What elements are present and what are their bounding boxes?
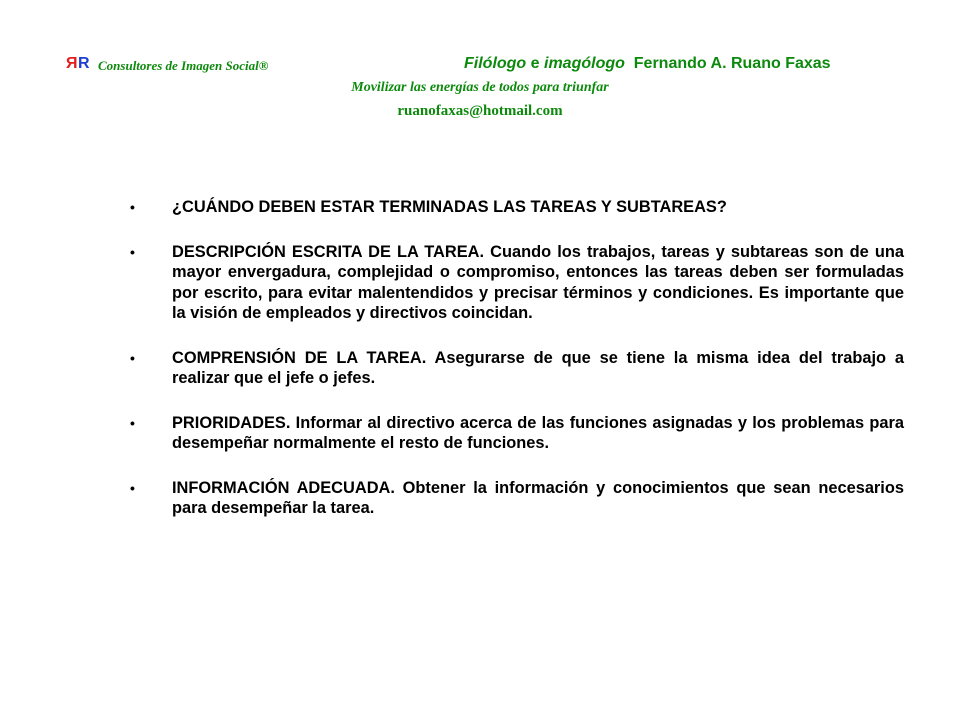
- logo-letter-r: R: [78, 55, 91, 72]
- list-item: [130, 478, 904, 519]
- author-conjunction: e: [526, 55, 544, 72]
- motto: [0, 80, 960, 96]
- author-name: Fernando A. Ruano Faxas: [624, 55, 831, 72]
- bullet-icon: •: [130, 243, 135, 260]
- brand-name: Consultores de Imagen Social®: [98, 58, 269, 73]
- list-item: [130, 197, 904, 218]
- bullet-icon: •: [130, 414, 135, 431]
- email-text: ruanofaxas@hotmail.com: [397, 103, 563, 119]
- author-line: [464, 55, 831, 73]
- motto-text: Movilizar las energías de todos para triunfar: [351, 80, 609, 95]
- logo-letter-r-mirrored: Я: [66, 55, 78, 72]
- list-item-text: DESCRIPCIÓN ESCRITA DE LA TAREA. Cuando los trabajos, tareas y subtareas son de una mayor envergadura, complejidad o compromiso, entonces las tareas deben ser formuladas por escrito, para evitar malentendidos y precisar términos y condiciones. Es importante que la visión de empleados y directivos coincidan.: [172, 242, 904, 322]
- list-item-text: PRIORIDADES. Informar al directivo acerca de las funciones asignadas y los problemas para desempeñar normalmente el resto de funciones.: [172, 413, 904, 452]
- list-item-text: COMPRENSIÓN DE LA TAREA. Asegurarse de que se tiene la misma idea del trabajo a realizar que el jefe o jefes.: [172, 348, 904, 387]
- list-item: [130, 348, 904, 389]
- author-prefix: Filólogo: [464, 55, 527, 72]
- list-item: [130, 413, 904, 454]
- list-item-text: ¿CUÁNDO DEBEN ESTAR TERMINADAS LAS TAREAS Y SUBTAREAS?: [172, 198, 727, 216]
- bullet-icon: •: [130, 479, 135, 496]
- logo: [66, 55, 90, 73]
- email: [0, 103, 960, 120]
- list-item: [130, 242, 904, 324]
- list-item-text: INFORMACIÓN ADECUADA. Obtener la información y conocimientos que sean necesarios para desempeñar la tarea.: [172, 478, 904, 517]
- bullet-icon: •: [130, 199, 135, 215]
- bullet-list: [130, 197, 904, 543]
- author-title: imagólogo: [544, 55, 625, 72]
- bullet-icon: •: [130, 349, 135, 366]
